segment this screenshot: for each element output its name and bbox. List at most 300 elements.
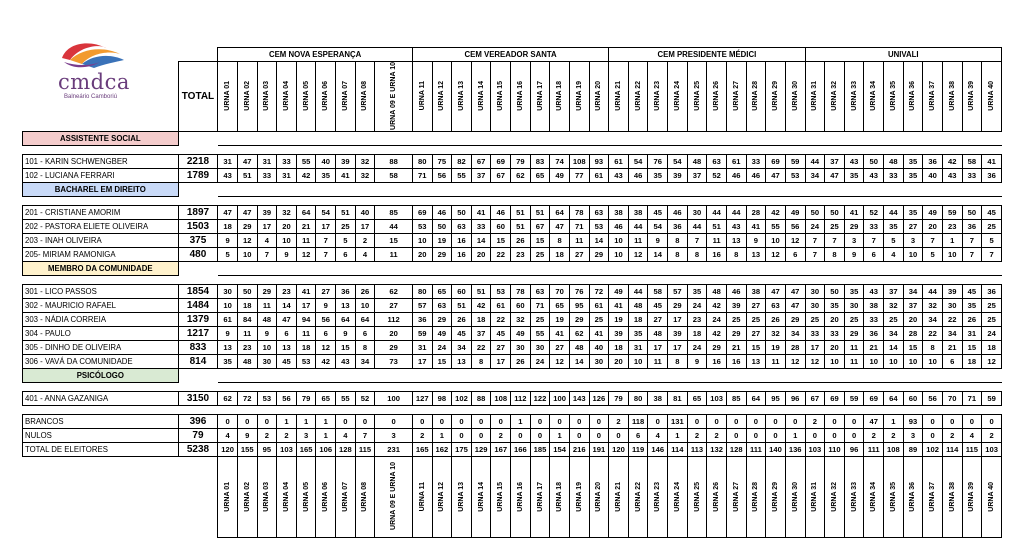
vote-count: 67: [471, 155, 491, 169]
vote-count: 84: [237, 313, 257, 327]
vote-count: 34: [923, 313, 943, 327]
candidate-row: [23, 355, 1002, 369]
urna-footer: [805, 457, 825, 538]
summary-count: 0: [336, 415, 356, 429]
summary-count: 0: [491, 415, 511, 429]
summary-row: [23, 429, 1002, 443]
column-label: URNA 18: [556, 481, 564, 512]
vote-count: 21: [726, 341, 746, 355]
vote-count: 20: [825, 313, 845, 327]
vote-count: 15: [746, 341, 766, 355]
vote-count: 80: [412, 285, 432, 299]
vote-count: 27: [746, 299, 766, 313]
summary-count: 0: [237, 415, 257, 429]
summary-count: 0: [355, 415, 375, 429]
vote-count: 51: [452, 299, 472, 313]
vote-count: 64: [296, 206, 316, 220]
summary-count: 0: [746, 415, 766, 429]
column-label: URNA 05: [302, 80, 310, 111]
candidate-total: 1503: [178, 220, 218, 234]
vote-count: 55: [530, 327, 550, 341]
vote-count: 12: [628, 248, 648, 262]
vote-count: 85: [375, 206, 413, 220]
summary-count: 4: [648, 429, 668, 443]
vote-count: 30: [805, 299, 825, 313]
vote-count: 42: [316, 355, 336, 369]
vote-count: 54: [628, 155, 648, 169]
vote-count: 25: [805, 313, 825, 327]
vote-count: 26: [766, 313, 786, 327]
column-label: URNA 01: [224, 80, 232, 111]
vote-count: 79: [609, 392, 629, 406]
vote-count: 26: [511, 355, 531, 369]
vote-count: 78: [569, 206, 589, 220]
vote-count: 57: [412, 299, 432, 313]
vote-count: 39: [336, 155, 356, 169]
vote-count: 13: [452, 355, 472, 369]
vote-count: 24: [687, 299, 707, 313]
column-label: URNA 08: [361, 80, 369, 111]
summary-count: 136: [785, 443, 805, 457]
summary-count: 95: [257, 443, 277, 457]
vote-count: 29: [432, 248, 452, 262]
vote-count: 7: [962, 234, 982, 248]
urna-footer: [766, 457, 786, 538]
vote-count: 21: [296, 220, 316, 234]
vote-count: 4: [355, 248, 375, 262]
summary-count: 2: [707, 429, 727, 443]
summary-count: 191: [589, 443, 609, 457]
vote-count: 47: [766, 285, 786, 299]
vote-count: 45: [648, 206, 668, 220]
vote-count: 64: [336, 313, 356, 327]
vote-count: 53: [412, 220, 432, 234]
summary-count: 7: [355, 429, 375, 443]
vote-count: 47: [785, 299, 805, 313]
vote-count: 10: [355, 299, 375, 313]
column-label: URNA 21: [615, 80, 623, 111]
vote-count: 35: [825, 299, 845, 313]
column-label: URNA 21: [615, 481, 623, 512]
vote-count: 33: [471, 220, 491, 234]
summary-total: 79: [178, 429, 218, 443]
vote-count: 36: [982, 285, 1002, 299]
vote-count: 42: [707, 299, 727, 313]
vote-count: 32: [884, 299, 904, 313]
summary-count: 0: [942, 415, 962, 429]
urna-footer: [530, 457, 550, 538]
summary-count: 0: [452, 429, 472, 443]
summary-count: 185: [530, 443, 550, 457]
summary-count: 0: [452, 415, 472, 429]
vote-count: 48: [569, 341, 589, 355]
vote-count: 58: [648, 285, 668, 299]
column-label: URNA 37: [929, 80, 937, 111]
vote-count: 23: [511, 248, 531, 262]
urna-footer: [668, 457, 688, 538]
column-label: URNA 15: [497, 481, 505, 512]
column-label: URNA 37: [929, 481, 937, 512]
vote-count: 103: [707, 392, 727, 406]
urna-footer: [569, 457, 589, 538]
candidate-name: 305 - DINHO DE OLIVEIRA: [23, 341, 179, 355]
vote-count: 94: [296, 313, 316, 327]
summary-count: 93: [903, 415, 923, 429]
vote-count: 12: [982, 355, 1002, 369]
urna-header: [609, 61, 629, 132]
vote-count: 48: [257, 313, 277, 327]
vote-count: 82: [452, 155, 472, 169]
candidate-name: 302 - MAURICIO RAFAEL: [23, 299, 179, 313]
vote-count: 22: [491, 313, 511, 327]
vote-count: 46: [726, 285, 746, 299]
summary-count: 131: [668, 415, 688, 429]
urna-header: [296, 61, 316, 132]
summary-count: 128: [726, 443, 746, 457]
urna-header: [628, 61, 648, 132]
urna-footer: [884, 457, 904, 538]
vote-count: 72: [237, 392, 257, 406]
column-label: URNA 19: [575, 481, 583, 512]
vote-count: 69: [864, 392, 884, 406]
vote-count: 19: [609, 313, 629, 327]
vote-count: 70: [942, 392, 962, 406]
vote-count: 18: [237, 299, 257, 313]
vote-count: 48: [648, 327, 668, 341]
vote-count: 43: [336, 355, 356, 369]
vote-count: 51: [511, 206, 531, 220]
summary-count: 0: [511, 429, 531, 443]
vote-count: 29: [726, 327, 746, 341]
vote-count: 19: [766, 341, 786, 355]
candidate-name: 202 - PASTORA ELIETE OLIVEIRA: [23, 220, 179, 234]
summary-count: 0: [257, 415, 277, 429]
column-label: URNA 04: [282, 481, 290, 512]
vote-count: 64: [746, 392, 766, 406]
vote-count: 50: [237, 285, 257, 299]
urna-footer: [336, 457, 356, 538]
summary-count: 106: [316, 443, 336, 457]
column-label: URNA 35: [889, 80, 897, 111]
summary-count: 119: [628, 443, 648, 457]
urna-header: [277, 61, 297, 132]
candidate-total: 1789: [178, 169, 218, 183]
vote-count: 30: [218, 285, 238, 299]
vote-count: 62: [375, 285, 413, 299]
vote-count: 30: [257, 355, 277, 369]
vote-count: 8: [471, 355, 491, 369]
column-label: URNA 32: [830, 80, 838, 111]
summary-count: 2: [805, 415, 825, 429]
vote-count: 73: [375, 355, 413, 369]
vote-count: 10: [903, 248, 923, 262]
vote-count: 79: [296, 392, 316, 406]
vote-count: 47: [237, 206, 257, 220]
vote-count: 49: [432, 327, 452, 341]
vote-count: 29: [375, 341, 413, 355]
vote-count: 29: [707, 341, 727, 355]
vote-count: 31: [257, 155, 277, 169]
vote-count: 16: [452, 234, 472, 248]
vote-count: 80: [412, 155, 432, 169]
vote-count: 63: [707, 155, 727, 169]
vote-count: 100: [550, 392, 570, 406]
vote-count: 35: [903, 206, 923, 220]
vote-count: 53: [257, 392, 277, 406]
vote-count: 33: [805, 327, 825, 341]
urna-header: [844, 61, 864, 132]
candidate-total: 2218: [178, 155, 218, 169]
vote-count: 45: [962, 285, 982, 299]
vote-count: 51: [530, 206, 550, 220]
vote-count: 10: [825, 355, 845, 369]
vote-count: 85: [726, 392, 746, 406]
vote-count: 61: [491, 299, 511, 313]
vote-count: 71: [412, 169, 432, 183]
vote-count: 41: [471, 206, 491, 220]
vote-count: 42: [707, 327, 727, 341]
summary-count: 2: [491, 429, 511, 443]
vote-count: 18: [471, 313, 491, 327]
vote-count: 7: [825, 234, 845, 248]
vote-count: 11: [237, 327, 257, 341]
summary-count: 0: [785, 415, 805, 429]
summary-count: 103: [982, 443, 1002, 457]
footer-header-row: [23, 457, 1002, 538]
vote-count: 16: [452, 248, 472, 262]
vote-count: 62: [511, 169, 531, 183]
summary-count: 0: [432, 415, 452, 429]
vote-count: 43: [726, 220, 746, 234]
summary-count: 0: [375, 415, 413, 429]
urna-header: [785, 61, 805, 132]
vote-count: 57: [668, 285, 688, 299]
summary-count: 0: [609, 429, 629, 443]
vote-count: 11: [296, 327, 316, 341]
vote-count: 25: [884, 313, 904, 327]
vote-count: 12: [785, 234, 805, 248]
urna-footer: [412, 457, 432, 538]
vote-count: 28: [903, 327, 923, 341]
vote-count: 29: [237, 220, 257, 234]
vote-count: 81: [668, 392, 688, 406]
column-label: URNA 07: [341, 80, 349, 111]
vote-count: 8: [668, 355, 688, 369]
vote-count: 69: [412, 206, 432, 220]
summary-count: 146: [648, 443, 668, 457]
vote-count: 79: [511, 155, 531, 169]
summary-label: BRANCOS: [23, 415, 179, 429]
vote-count: 44: [375, 220, 413, 234]
vote-count: 23: [942, 220, 962, 234]
column-label: URNA 23: [654, 481, 662, 512]
vote-count: 20: [277, 220, 297, 234]
vote-count: 26: [355, 285, 375, 299]
vote-count: 63: [766, 299, 786, 313]
vote-count: 59: [982, 392, 1002, 406]
vote-count: 47: [237, 155, 257, 169]
vote-count: 27: [491, 341, 511, 355]
urna-header: [982, 61, 1002, 132]
summary-count: 0: [569, 429, 589, 443]
vote-count: 53: [491, 285, 511, 299]
summary-total: 396: [178, 415, 218, 429]
vote-count: 8: [825, 248, 845, 262]
urna-footer: [257, 457, 277, 538]
urna-header: [257, 61, 277, 132]
vote-count: 112: [511, 392, 531, 406]
logo-text: cmdca: [58, 70, 130, 94]
vote-count: 27: [746, 327, 766, 341]
summary-label: TOTAL DE ELEITORES: [23, 443, 179, 457]
column-label: URNA 30: [791, 80, 799, 111]
vote-count: 26: [452, 313, 472, 327]
vote-count: 24: [530, 355, 550, 369]
vote-count: 26: [511, 234, 531, 248]
vote-count: 10: [277, 234, 297, 248]
vote-count: 21: [864, 341, 884, 355]
vote-count: 2: [355, 234, 375, 248]
vote-count: 45: [982, 206, 1002, 220]
vote-count: 53: [589, 220, 609, 234]
vote-count: 33: [884, 169, 904, 183]
vote-count: 14: [648, 248, 668, 262]
group-header: CEM PRESIDENTE MÉDICI: [609, 48, 805, 62]
column-label: URNA 11: [418, 80, 426, 111]
vote-count: 61: [589, 299, 609, 313]
urna-header: [491, 61, 511, 132]
vote-count: 44: [805, 155, 825, 169]
vote-count: 11: [257, 299, 277, 313]
candidate-name: 201 - CRISTIANE AMORIM: [23, 206, 179, 220]
candidate-name: 102 - LUCIANA FERRARI: [23, 169, 179, 183]
column-label: URNA 15: [497, 80, 505, 111]
vote-count: 36: [864, 327, 884, 341]
vote-count: 25: [746, 313, 766, 327]
vote-count: 76: [648, 155, 668, 169]
vote-count: 6: [864, 248, 884, 262]
summary-count: 113: [687, 443, 707, 457]
vote-count: 63: [452, 220, 472, 234]
vote-count: 4: [257, 234, 277, 248]
summary-count: 0: [550, 415, 570, 429]
vote-count: 54: [316, 206, 336, 220]
vote-count: 62: [569, 327, 589, 341]
logo-subtitle: Balneário Camboriú: [64, 94, 118, 100]
vote-count: 10: [628, 355, 648, 369]
vote-count: 48: [884, 155, 904, 169]
column-label: URNA 23: [654, 80, 662, 111]
vote-count: 25: [982, 313, 1002, 327]
vote-count: 17: [648, 341, 668, 355]
vote-count: 15: [491, 234, 511, 248]
column-label: URNA 40: [988, 481, 996, 512]
column-label: URNA 16: [516, 481, 524, 512]
candidate-total: 3150: [178, 392, 218, 406]
summary-count: 2: [942, 429, 962, 443]
vote-count: 88: [375, 155, 413, 169]
vote-count: 10: [257, 341, 277, 355]
vote-count: 9: [218, 327, 238, 341]
urna-header: [471, 61, 491, 132]
urna-header: [530, 61, 550, 132]
urna-header: [218, 61, 238, 132]
urna-header: [589, 61, 609, 132]
vote-count: 31: [412, 341, 432, 355]
vote-count: 44: [726, 206, 746, 220]
vote-count: 17: [355, 220, 375, 234]
vote-count: 49: [511, 327, 531, 341]
urna-header: [864, 61, 884, 132]
vote-count: 32: [511, 313, 531, 327]
summary-count: 155: [237, 443, 257, 457]
vote-count: 49: [785, 206, 805, 220]
summary-count: 120: [218, 443, 238, 457]
vote-count: 13: [746, 355, 766, 369]
summary-count: 0: [589, 429, 609, 443]
summary-count: 129: [471, 443, 491, 457]
vote-count: 59: [785, 155, 805, 169]
vote-count: 12: [550, 355, 570, 369]
urna-footer: [628, 457, 648, 538]
urna-footer: [491, 457, 511, 538]
vote-count: 29: [432, 313, 452, 327]
group-header-row: [23, 48, 1002, 62]
vote-count: 127: [412, 392, 432, 406]
column-label: URNA 13: [458, 481, 466, 512]
urna-footer: [864, 457, 884, 538]
vote-count: 50: [825, 285, 845, 299]
vote-count: 12: [766, 248, 786, 262]
section-title: MEMBRO DA COMUNIDADE: [23, 262, 179, 276]
vote-count: 48: [687, 155, 707, 169]
urna-footer: [237, 457, 257, 538]
vote-count: 36: [962, 220, 982, 234]
section-title-row: [23, 132, 1002, 146]
vote-count: 34: [805, 169, 825, 183]
summary-count: 0: [923, 429, 943, 443]
vote-count: 64: [355, 313, 375, 327]
vote-count: 9: [687, 355, 707, 369]
vote-count: 30: [511, 341, 531, 355]
column-label: URNA 09 E URNA 10: [390, 462, 398, 531]
vote-count: 63: [589, 206, 609, 220]
candidate-total: 1217: [178, 327, 218, 341]
summary-count: 2: [864, 429, 884, 443]
vote-count: 51: [511, 220, 531, 234]
summary-count: 2: [277, 429, 297, 443]
vote-count: 11: [844, 355, 864, 369]
vote-count: 29: [257, 285, 277, 299]
urna-footer: [648, 457, 668, 538]
summary-count: 1: [277, 415, 297, 429]
column-label: URNA 14: [477, 481, 485, 512]
urna-footer: [687, 457, 707, 538]
vote-count: 37: [471, 169, 491, 183]
vote-count: 29: [844, 327, 864, 341]
column-label: URNA 02: [243, 80, 251, 111]
vote-count: 18: [962, 355, 982, 369]
vote-count: 71: [569, 220, 589, 234]
vote-count: 35: [962, 299, 982, 313]
vote-count: 49: [550, 169, 570, 183]
vote-count: 24: [432, 341, 452, 355]
summary-count: 103: [805, 443, 825, 457]
column-label: URNA 17: [536, 481, 544, 512]
column-label: URNA 22: [634, 80, 642, 111]
vote-count: 46: [668, 206, 688, 220]
vote-count: 10: [766, 234, 786, 248]
